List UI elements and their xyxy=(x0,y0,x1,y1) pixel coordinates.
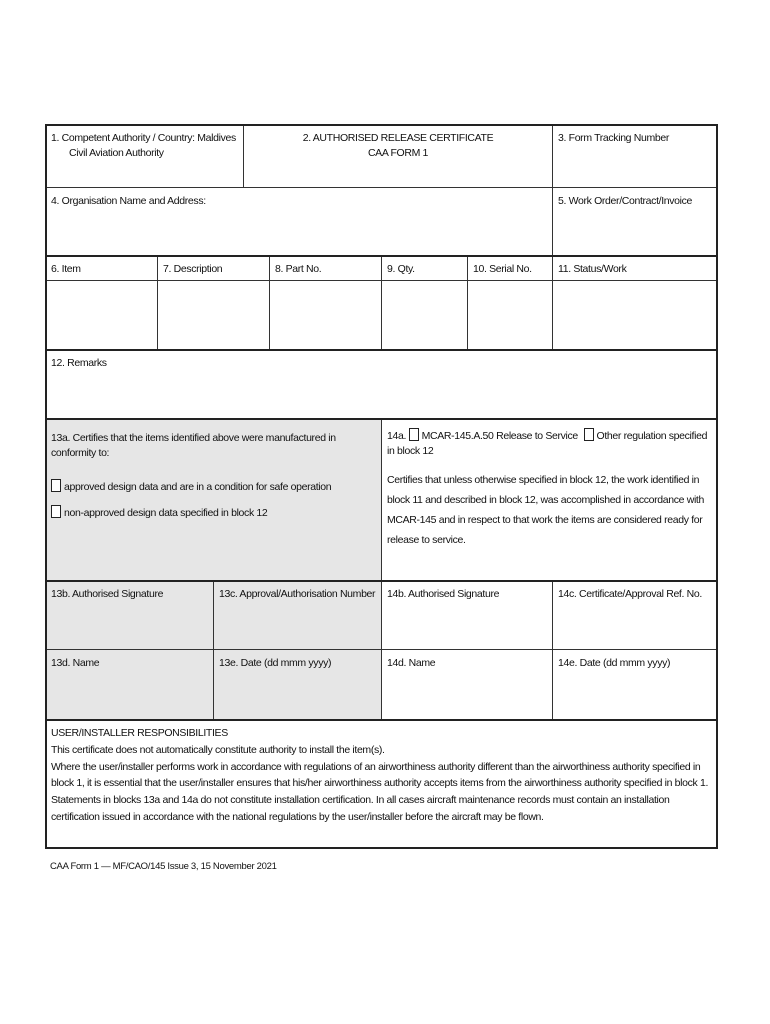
block-13c-approval-number[interactable] xyxy=(213,580,381,649)
serial-no-entry-cell[interactable] xyxy=(467,280,552,349)
col-10-label: 10. Serial No. xyxy=(473,263,532,275)
other-regulation-checkbox[interactable] xyxy=(584,428,594,441)
column-header-description xyxy=(157,255,269,280)
approved-design-checkbox[interactable] xyxy=(51,479,61,492)
block-13a-heading: 13a. Certifies that the items identified above were manufactured in conformity to: xyxy=(51,432,336,460)
rule-top xyxy=(45,124,718,126)
block-1-line2: Civil Aviation Authority xyxy=(69,147,164,160)
block-13b-label: 13b. Authorised Signature xyxy=(51,588,164,600)
rule-row-3 xyxy=(45,255,718,257)
block-14a-certification-text: Certifies that unless otherwise specified in block 12, the work identified in block 11 and described in block 12, was accomplished in accordance with MCAR-145 and in respect to that work the items are considered ready for release to service. xyxy=(387,474,704,547)
block-5-label: 5. Work Order/Contract/Invoice xyxy=(558,195,693,207)
col-7-label: 7. Description xyxy=(163,263,223,275)
block-13a-conformity xyxy=(45,418,381,580)
col-8-label: 8. Part No. xyxy=(275,263,322,275)
responsibilities-paragraph-2: Where the user/installer performs work in accordance with regulations of an airworthiness authority different than the airworthiness authority specified in block 1, it is essential that the user/installer ensures that his/her airworthiness authority accepts items from the airworthiness authority specified in block 1. xyxy=(51,760,709,790)
block-13e-date[interactable] xyxy=(213,649,381,719)
col-6-label: 6. Item xyxy=(51,263,81,275)
rule-row-6 xyxy=(45,580,718,582)
column-header-serial-no xyxy=(467,255,552,280)
block-4-organisation[interactable] xyxy=(45,187,552,255)
col-9-label: 9. Qty. xyxy=(387,263,415,275)
qty-entry-cell[interactable] xyxy=(381,280,467,349)
responsibilities-paragraph-1: This certificate does not automatically constitute authority to install the item(s). xyxy=(51,743,385,756)
block-14d-name[interactable] xyxy=(381,649,552,719)
mcar-release-label: MCAR-145.A.50 Release to Service xyxy=(421,430,578,442)
block-13b-signature[interactable] xyxy=(45,580,213,649)
item-entry-cell[interactable] xyxy=(45,280,157,349)
block-1-competent-authority xyxy=(45,124,243,187)
block-3-form-tracking-number[interactable] xyxy=(552,124,718,187)
part-no-entry-cell[interactable] xyxy=(269,280,381,349)
block-13e-label: 13e. Date (dd mmm yyyy) xyxy=(219,657,332,669)
responsibilities-paragraph-3: Statements in blocks 13a and 14a do not constitute installation certification. In all cases aircraft maintenance records must contain an installation certification issued in accordance with the national regulations by the user/installer before the aircraft may be flown. xyxy=(51,794,670,823)
user-installer-responsibilities xyxy=(45,719,718,849)
block-12-remarks[interactable] xyxy=(45,349,718,418)
rule-row-8 xyxy=(45,719,718,721)
block-2-certificate-title xyxy=(243,124,552,187)
block-14d-label: 14d. Name xyxy=(387,657,436,669)
non-approved-design-label: non-approved design data specified in block 12 xyxy=(64,506,268,519)
block-14e-date[interactable] xyxy=(552,649,718,719)
column-header-qty xyxy=(381,255,467,280)
block-14a-prefix: 14a. xyxy=(387,430,407,442)
description-entry-cell[interactable] xyxy=(157,280,269,349)
block-14a-release xyxy=(381,418,718,580)
approved-design-label: approved design data and are in a condition for safe operation xyxy=(64,481,332,494)
rule-row-5 xyxy=(45,418,718,420)
block-3-label: 3. Form Tracking Number xyxy=(558,132,669,144)
block-2-line2: CAA FORM 1 xyxy=(367,147,429,160)
column-header-part-no xyxy=(269,255,381,280)
block-14b-label: 14b. Authorised Signature xyxy=(387,588,500,600)
block-5-work-order[interactable] xyxy=(552,187,718,255)
block-4-label: 4. Organisation Name and Address: xyxy=(51,195,206,207)
block-14b-signature[interactable] xyxy=(381,580,552,649)
block-13c-label: 13c. Approval/Authorisation Number xyxy=(219,588,376,600)
responsibilities-heading: USER/INSTALLER RESPONSIBILITIES xyxy=(51,727,228,739)
block-14e-label: 14e. Date (dd mmm yyyy) xyxy=(558,657,671,669)
column-header-status-work xyxy=(552,255,718,280)
block-13d-label: 13d. Name xyxy=(51,657,100,669)
mcar-release-checkbox[interactable] xyxy=(409,428,419,441)
block-14c-label: 14c. Certificate/Approval Ref. No. xyxy=(558,588,702,600)
non-approved-design-checkbox[interactable] xyxy=(51,505,61,518)
other-regulation-label: Other regulation specified in block 12 xyxy=(387,430,708,458)
status-work-entry-cell[interactable] xyxy=(552,280,718,349)
block-14c-certificate-ref[interactable] xyxy=(552,580,718,649)
rule-row-4 xyxy=(45,349,718,351)
column-header-item xyxy=(45,255,157,280)
col-11-label: 11. Status/Work xyxy=(558,263,627,275)
block-2-line1: 2. AUTHORISED RELEASE CERTIFICATE xyxy=(302,132,494,144)
block-13d-name[interactable] xyxy=(45,649,213,719)
block-1-line1: 1. Competent Authority / Country: Maldives xyxy=(51,132,236,144)
block-12-label: 12. Remarks xyxy=(51,357,107,369)
form-footer: CAA Form 1 — MF/CAO/145 Issue 3, 15 November 2021 xyxy=(50,861,277,872)
